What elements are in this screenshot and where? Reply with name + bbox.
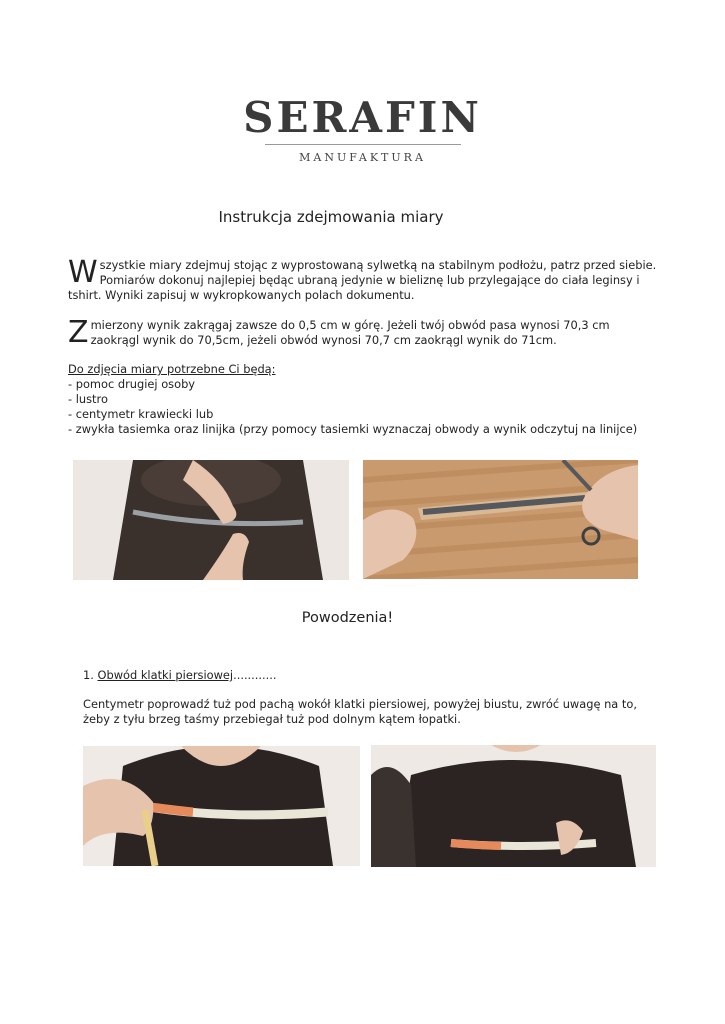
logo-subtitle: MANUFAKTURA [299,151,426,164]
intro-paragraph [68,255,658,303]
item-label: Obwód klatki piersiowej [97,668,234,682]
item-1-description: Centymetr poprowadź tuż pod pachą wokół klatki piersiowej, powyżej biustu, zwróć uwagę na to, żeby z tyłu brzeg taśmy przebiegał tuż pod dolnym kątem łopatki. [83,697,637,726]
photo-chest-front [83,746,360,866]
drop-cap-z: Z [68,315,89,350]
needs-list [68,362,668,437]
rounding-paragraph [68,315,658,350]
logo-divider [265,144,461,145]
list-item: - centymetr krawiecki lub [68,407,214,421]
list-item: - pomoc drugiej osoby [68,377,196,391]
good-luck-text: Powodzenia! [301,610,394,626]
list-item: - zwykła tasiemka oraz linijka (przy pomocy tasiemki wyznaczaj obwody a wynik odczytuj na linijce) [68,422,638,436]
photo-chest-back [371,745,656,867]
item-number: 1. [83,668,94,682]
document-title: Instrukcja zdejmowania miary [218,208,444,226]
logo-wordmark: SERAFIN [243,93,482,142]
needs-heading: Do zdjęcia miary potrzebne Ci będą: [68,362,276,376]
photo-ribbon-ruler [363,460,638,579]
rounding-text: mierzony wynik zakrągaj zawsze do 0,5 cm w górę. Jeżeli twój obwód pasa wynosi 70,3 cm zaokrągl wynik do 70,5cm, jeżeli obwód wynosi 70,7 cm zaokrągl wynik do 71cm. [90,318,610,347]
item-dots: ............ [233,668,277,682]
brand-logo [0,93,725,164]
list-item: - lustro [68,392,108,406]
drop-cap-w: W [68,255,98,290]
item-1-heading [83,668,277,682]
photo-tape-measuring [73,460,349,580]
intro-text: szystkie miary zdejmuj stojąc z wyprostowaną sylwetką na stabilnym podłożu, patrz przed siebie. Pomiarów dokonuj najlepiej będąc ubraną jedynie w bieliznę lub przylegające do ciała leginsy i tshirt. Wyniki zapisuj w wykropkowanych polach dokumentu. [68,258,657,302]
